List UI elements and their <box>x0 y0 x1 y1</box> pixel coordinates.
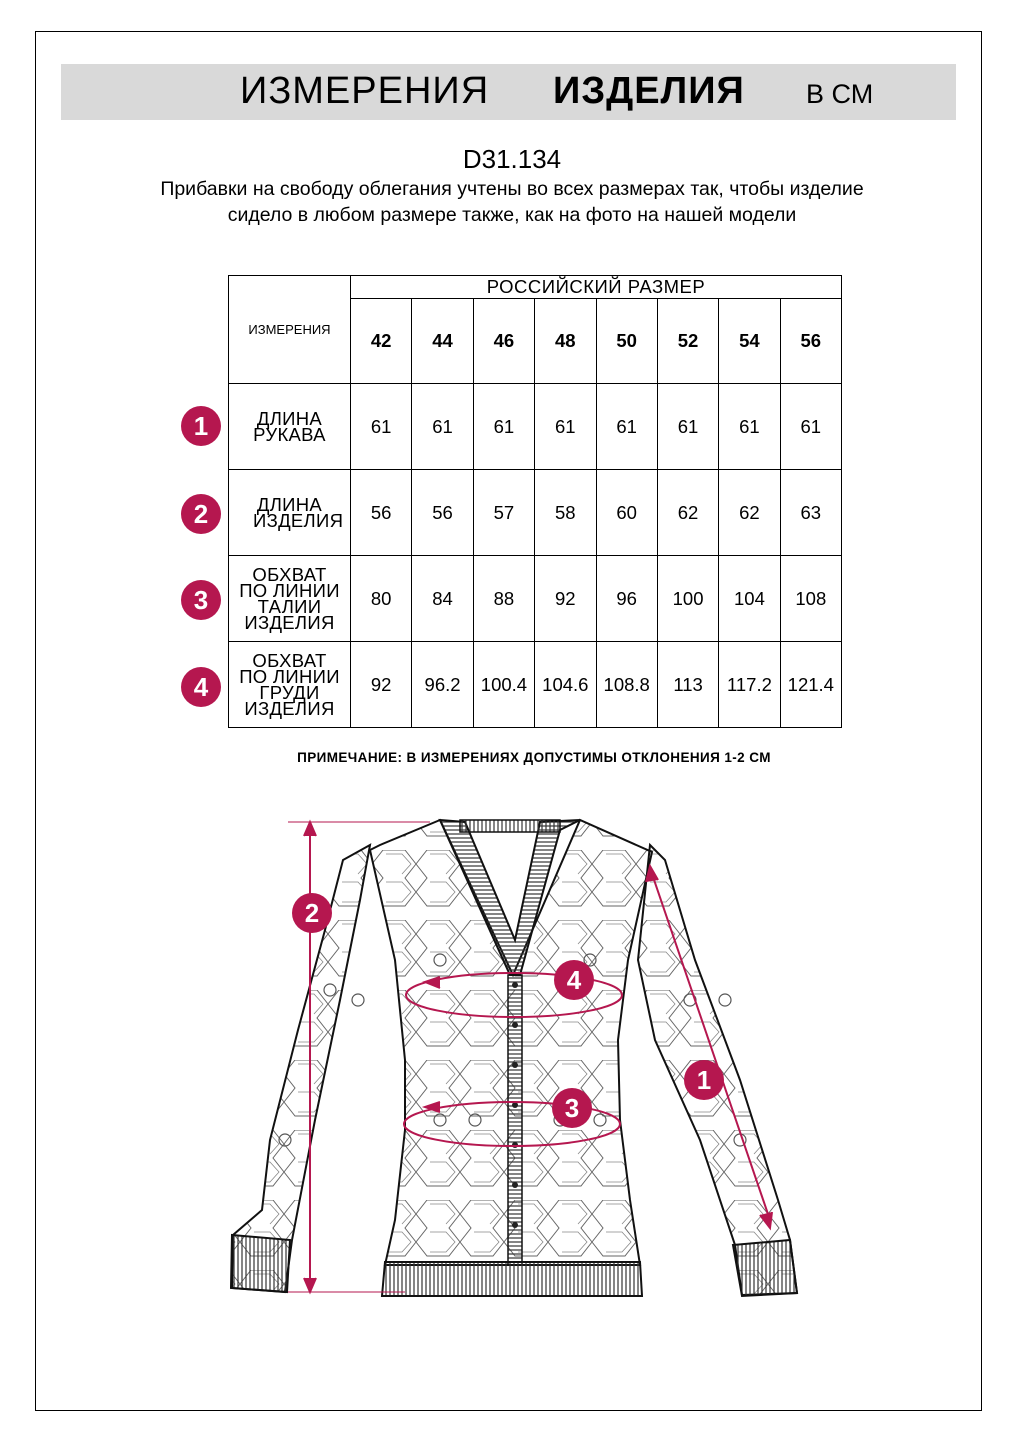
size-header: 52 <box>657 299 718 384</box>
tolerance-note: ПРИМЕЧАНИЕ: В ИЗМЕРЕНИЯХ ДОПУСТИМЫ ОТКЛОНЕНИЯ 1-2 СМ <box>297 750 771 765</box>
row-marker-1: 1 <box>181 406 221 446</box>
table-cell: 117.2 <box>719 642 780 728</box>
table-cell: 61 <box>780 384 841 470</box>
table-cell: 60 <box>596 470 657 556</box>
table-cell: 61 <box>719 384 780 470</box>
table-cell: 96.2 <box>412 642 473 728</box>
table-cell: 80 <box>351 556 412 642</box>
size-header: 54 <box>719 299 780 384</box>
row-label-sleeve-length: ДЛИНА РУКАВА <box>229 384 351 470</box>
table-cell: 56 <box>412 470 473 556</box>
row-marker-2: 2 <box>181 494 221 534</box>
table-cell: 61 <box>412 384 473 470</box>
table-cell: 92 <box>535 556 596 642</box>
table-cell: 113 <box>657 642 718 728</box>
diagram-marker-1: 1 <box>684 1060 724 1100</box>
diagram-marker-4: 4 <box>554 960 594 1000</box>
size-system-caption: РОССИЙСКИЙ РАЗМЕР <box>351 276 842 299</box>
table-cell: 61 <box>351 384 412 470</box>
table-cell: 62 <box>657 470 718 556</box>
table-cell: 58 <box>535 470 596 556</box>
table-cell: 57 <box>473 470 534 556</box>
model-code: D31.134 <box>462 144 562 174</box>
size-header: 44 <box>412 299 473 384</box>
fit-description: Прибавки на свободу облегания учтены во всех размерах так, чтобы изделие сидело в любом размере также, как на фото на нашей модели <box>160 178 864 226</box>
table-cell: 108 <box>780 556 841 642</box>
title-units: В СМ <box>806 79 874 109</box>
row-marker-4: 4 <box>181 667 221 707</box>
diagram-marker-2: 2 <box>292 893 332 933</box>
size-header: 46 <box>473 299 534 384</box>
diagram-marker-3: 3 <box>552 1088 592 1128</box>
size-header: 56 <box>780 299 841 384</box>
table-cell: 61 <box>596 384 657 470</box>
size-header: 42 <box>351 299 412 384</box>
row-label-chest-girth: ОБХВАТ ПО ЛИНИИ ГРУДИ ИЗДЕЛИЯ <box>229 642 351 728</box>
table-cell: 108.8 <box>596 642 657 728</box>
table-cell: 96 <box>596 556 657 642</box>
row-label-product-length: ДЛИНА ИЗДЕЛИЯ <box>229 470 351 556</box>
table-cell: 104 <box>719 556 780 642</box>
table-cell: 92 <box>351 642 412 728</box>
title-measurements: ИЗМЕРЕНИЯ <box>240 70 490 112</box>
size-header: 48 <box>535 299 596 384</box>
table-cell: 121.4 <box>780 642 841 728</box>
table-cell: 84 <box>412 556 473 642</box>
table-cell: 61 <box>535 384 596 470</box>
measurements-header: ИЗМЕРЕНИЯ <box>229 276 351 384</box>
table-cell: 104.6 <box>535 642 596 728</box>
table-cell: 100 <box>657 556 718 642</box>
table-cell: 100.4 <box>473 642 534 728</box>
title-product: ИЗДЕЛИЯ <box>553 70 745 112</box>
row-marker-3: 3 <box>181 580 221 620</box>
table-cell: 88 <box>473 556 534 642</box>
table-cell: 61 <box>473 384 534 470</box>
table-cell: 61 <box>657 384 718 470</box>
table-cell: 63 <box>780 470 841 556</box>
table-cell: 56 <box>351 470 412 556</box>
row-label-waist-girth: ОБХВАТ ПО ЛИНИИ ТАЛИИ ИЗДЕЛИЯ <box>229 556 351 642</box>
table-cell: 62 <box>719 470 780 556</box>
size-header: 50 <box>596 299 657 384</box>
